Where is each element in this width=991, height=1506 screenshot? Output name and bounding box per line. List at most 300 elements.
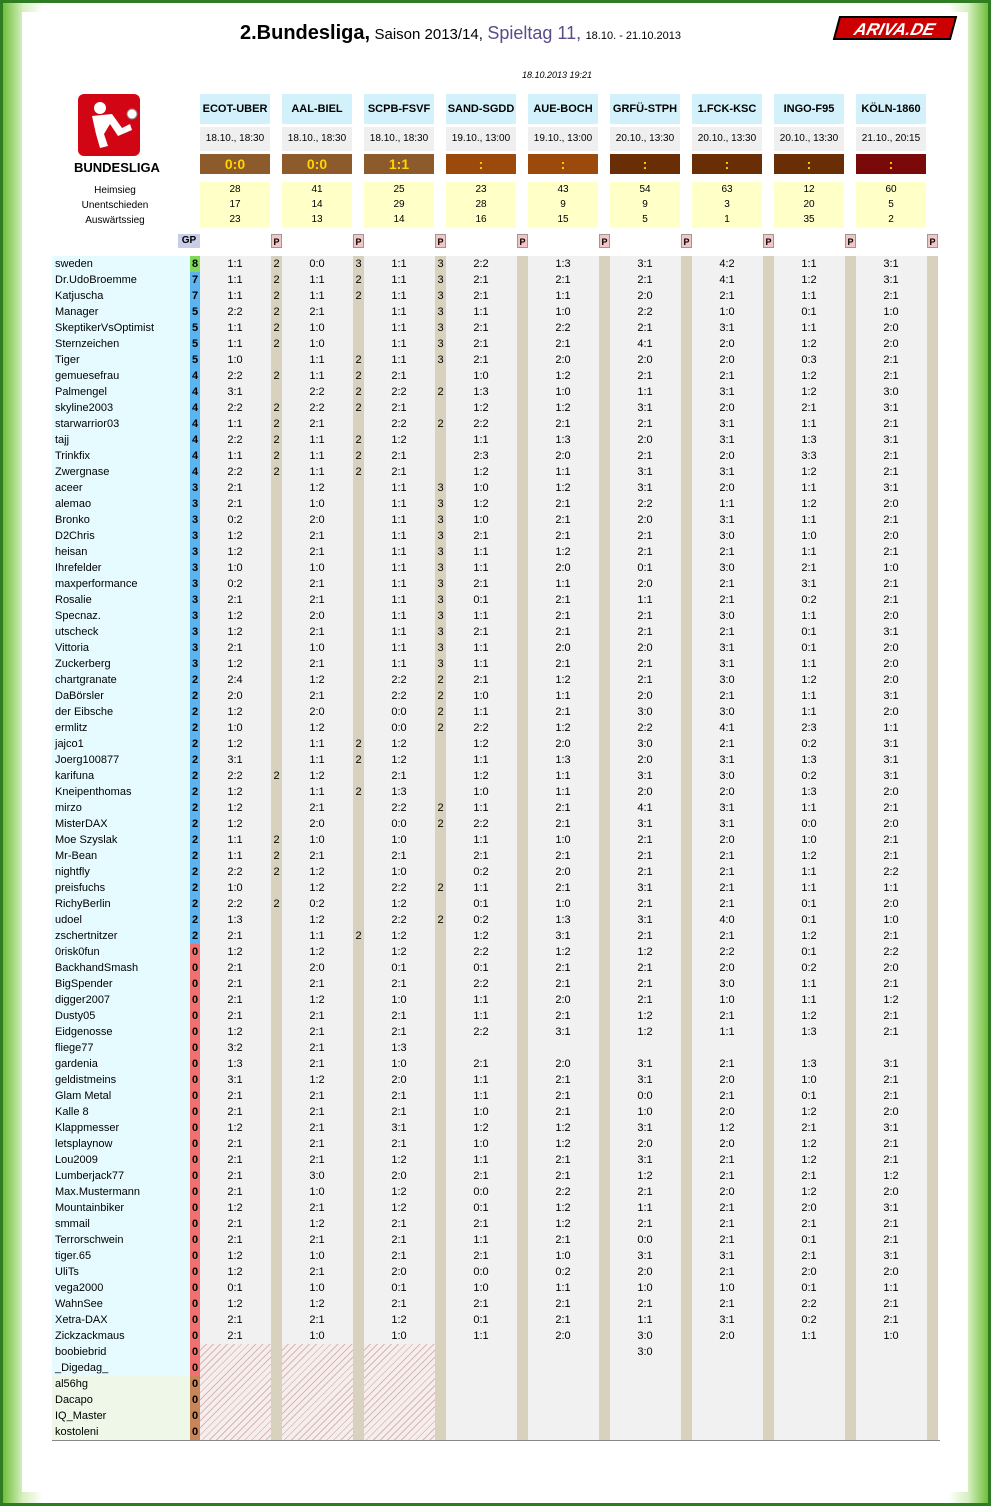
tip-cell: 2:1 <box>227 1218 243 1230</box>
tip-cell <box>364 1376 434 1392</box>
tip-cell: 1:2 <box>227 658 243 670</box>
tip-cell <box>364 1392 434 1408</box>
tip-cell: 1:1 <box>473 610 489 622</box>
table-row <box>200 784 940 800</box>
player-name[interactable]: sweden <box>52 256 192 272</box>
player-name[interactable]: Xetra-DAX <box>52 1312 192 1328</box>
tip-cell: 1:0 <box>309 1330 325 1342</box>
tip-cell: 2:1 <box>637 994 653 1006</box>
match-header[interactable]: INGO-F95 <box>774 94 844 124</box>
tip-cell: 2:0 <box>883 530 899 542</box>
player-name[interactable]: Moe Szyslak <box>52 832 192 848</box>
match-header[interactable]: SCPB-FSVF <box>364 94 434 124</box>
tip-points <box>271 384 282 400</box>
player-name[interactable]: preisfuchs <box>52 880 192 896</box>
tip-cell: 2:0 <box>309 706 325 718</box>
tip-cell: 2:0 <box>883 962 899 974</box>
player-name[interactable]: Lumberjack77 <box>52 1168 192 1184</box>
match-result: : <box>610 154 680 174</box>
table-row <box>200 1072 940 1088</box>
player-name[interactable]: Max.Mustermann <box>52 1184 192 1200</box>
tip-cell: 3:1 <box>719 802 735 814</box>
tip-cell: 0:2 <box>227 514 243 526</box>
tip-cell: 1:2 <box>227 818 243 830</box>
tip-cell: 2:1 <box>555 1010 571 1022</box>
player-name[interactable]: alemao <box>52 496 192 512</box>
player-name[interactable]: Zickzackmaus <box>52 1328 192 1344</box>
tip-points: 2 <box>437 722 444 734</box>
tip-cell: 3:1 <box>883 1202 899 1214</box>
tip-points <box>435 864 446 880</box>
player-name[interactable]: aceer <box>52 480 192 496</box>
tip-cell: 1:1 <box>227 418 243 430</box>
player-name[interactable]: Zwergnase <box>52 464 192 480</box>
stat-value: 1 <box>724 214 730 225</box>
player-name[interactable]: ermlitz <box>52 720 192 736</box>
player-name[interactable]: Mountainbiker <box>52 1200 192 1216</box>
player-name[interactable]: Terrorschwein <box>52 1232 192 1248</box>
player-name[interactable]: Dusty05 <box>52 1008 192 1024</box>
player-name[interactable]: Joerg100877 <box>52 752 192 768</box>
tip-cell: 1:1 <box>555 690 571 702</box>
tip-cell: 2:0 <box>391 1170 407 1182</box>
tip-points <box>271 576 282 592</box>
player-name[interactable]: Eidgenosse <box>52 1024 192 1040</box>
tip-cell: 1:1 <box>473 562 489 574</box>
tip-points: 3 <box>437 274 444 286</box>
player-gp: 0 <box>191 1282 199 1294</box>
table-row <box>200 704 940 720</box>
tip-cell: 3:1 <box>883 754 899 766</box>
player-name[interactable]: utscheck <box>52 624 192 640</box>
tip-cell: 1:0 <box>555 1250 571 1262</box>
match-header[interactable]: KÖLN-1860 <box>856 94 926 124</box>
stat-value: 13 <box>311 214 323 225</box>
match-date: 18.10., 18:30 <box>200 127 270 151</box>
tip-points <box>271 960 282 976</box>
tip-points <box>353 1312 364 1328</box>
player-name[interactable]: Bronko <box>52 512 192 528</box>
tip-points <box>353 1120 364 1136</box>
table-row <box>200 976 940 992</box>
player-name[interactable]: Kalle 8 <box>52 1104 192 1120</box>
tip-cell: 2:1 <box>555 1074 571 1086</box>
tip-cell: 2:0 <box>309 818 325 830</box>
tip-cell: 2:0 <box>719 962 735 974</box>
tip-cell: 1:1 <box>391 338 407 350</box>
player-name[interactable]: smmail <box>52 1216 192 1232</box>
player-gp: 3 <box>191 642 199 654</box>
tip-cell: 1:1 <box>391 546 407 558</box>
tip-cell <box>200 1344 270 1360</box>
tip-cell: 1:1 <box>309 754 325 766</box>
player-gp: 8 <box>191 258 199 270</box>
tip-points <box>271 1104 282 1120</box>
tip-cell: 1:3 <box>555 754 571 766</box>
player-name[interactable]: Katjuscha <box>52 288 192 304</box>
tip-cell: 3:1 <box>637 1154 653 1166</box>
match-header[interactable]: 1.FCK-KSC <box>692 94 762 124</box>
tip-points <box>271 1216 282 1232</box>
tip-cell: 2:1 <box>473 354 489 366</box>
player-name[interactable]: SkeptikerVsOptimist <box>52 320 192 336</box>
player-gp: 7 <box>191 290 199 302</box>
player-name[interactable]: letsplaynow <box>52 1136 192 1152</box>
tip-cell: 1:0 <box>555 834 571 846</box>
match-header[interactable]: AAL-BIEL <box>282 94 352 124</box>
match-date: 18.10., 18:30 <box>282 127 352 151</box>
tip-cell: 1:0 <box>309 1186 325 1198</box>
tip-points <box>271 928 282 944</box>
tip-cell: 2:1 <box>883 466 899 478</box>
player-name[interactable]: Trinkfix <box>52 448 192 464</box>
tip-points: 2 <box>273 338 280 350</box>
tip-cell: 1:1 <box>473 642 489 654</box>
table-row <box>200 448 940 464</box>
player-name[interactable]: jajco1 <box>52 736 192 752</box>
tip-cell: 1:3 <box>801 786 817 798</box>
tip-cell: 3:0 <box>883 386 899 398</box>
match-header[interactable]: AUE-BOCH <box>528 94 598 124</box>
player-name[interactable]: Manager <box>52 304 192 320</box>
player-name[interactable]: 0risk0fun <box>52 944 192 960</box>
player-name[interactable]: Rosalie <box>52 592 192 608</box>
player-name[interactable]: skyline2003 <box>52 400 192 416</box>
tip-cell: 2:1 <box>637 450 653 462</box>
player-name[interactable]: Kneipenthomas <box>52 784 192 800</box>
tip-points <box>353 1424 364 1440</box>
tip-cell <box>200 1424 270 1440</box>
player-name[interactable]: Sternzeichen <box>52 336 192 352</box>
tip-cell: 2:1 <box>473 626 489 638</box>
player-name[interactable]: MisterDAX <box>52 816 192 832</box>
tip-cell: 2:1 <box>637 978 653 990</box>
tip-points: 3 <box>437 626 444 638</box>
stat-value: 25 <box>393 184 405 195</box>
player-name[interactable]: Mr-Bean <box>52 848 192 864</box>
match-header[interactable]: GRFÜ-STPH <box>610 94 680 124</box>
tip-points <box>353 832 364 848</box>
tip-points: 2 <box>355 290 362 302</box>
tip-cell: 3:1 <box>719 1314 735 1326</box>
page-title <box>240 22 681 45</box>
tip-points <box>353 1056 364 1072</box>
player-gp: 7 <box>191 274 199 286</box>
tip-cell: 1:2 <box>555 482 571 494</box>
tip-points: 3 <box>437 354 444 366</box>
player-name[interactable]: Lou2009 <box>52 1152 192 1168</box>
player-name[interactable]: Dacapo <box>52 1392 192 1408</box>
player-name[interactable]: maxperformance <box>52 576 192 592</box>
player-name[interactable]: DaBörsler <box>52 688 192 704</box>
match-date: 18.10., 18:30 <box>364 127 434 151</box>
player-name[interactable]: _Digedag_ <box>52 1360 192 1376</box>
tip-points <box>271 1056 282 1072</box>
tip-points <box>271 1040 282 1056</box>
tip-cell: 2:0 <box>637 354 653 366</box>
tip-cell: 1:1 <box>473 1154 489 1166</box>
tip-cell: 4:2 <box>719 258 735 270</box>
tip-points <box>271 1072 282 1088</box>
tip-cell: 2:1 <box>227 1170 243 1182</box>
tip-cell: 1:1 <box>473 546 489 558</box>
player-name[interactable]: zschertnitzer <box>52 928 192 944</box>
player-name[interactable]: Vittoria <box>52 640 192 656</box>
tip-cell: 1:1 <box>473 1330 489 1342</box>
tip-cell: 2:1 <box>309 546 325 558</box>
tip-cell: 2:1 <box>555 514 571 526</box>
tip-points <box>271 1264 282 1280</box>
tip-points <box>353 1216 364 1232</box>
tip-cell: 1:0 <box>309 498 325 510</box>
tip-cell: 2:1 <box>473 1058 489 1070</box>
player-name[interactable]: karifuna <box>52 768 192 784</box>
player-name[interactable]: vega2000 <box>52 1280 192 1296</box>
player-name[interactable]: der Eibsche <box>52 704 192 720</box>
tip-cell <box>528 1376 598 1392</box>
tip-cell: 1:2 <box>227 1122 243 1134</box>
tip-cell: 2:0 <box>883 786 899 798</box>
tip-points <box>271 672 282 688</box>
player-name[interactable]: BigSpender <box>52 976 192 992</box>
tip-cell: 2:0 <box>719 786 735 798</box>
tip-cell <box>364 1360 434 1376</box>
tip-cell: 1:0 <box>473 1106 489 1118</box>
player-name[interactable]: udoel <box>52 912 192 928</box>
player-gp: 0 <box>191 1346 199 1358</box>
tip-cell: 2:1 <box>719 882 735 894</box>
tip-points: 2 <box>355 738 362 750</box>
tip-cell: 1:2 <box>801 386 817 398</box>
tip-cell: 1:2 <box>555 722 571 734</box>
tip-cell: 1:2 <box>555 1202 571 1214</box>
tip-cell: 1:1 <box>801 610 817 622</box>
season-label: Saison 2013/14, <box>374 26 483 43</box>
tip-cell <box>200 1392 270 1408</box>
player-name[interactable]: kostoleni <box>52 1424 192 1440</box>
tip-cell <box>282 1408 352 1424</box>
player-name[interactable]: chartgranate <box>52 672 192 688</box>
player-name[interactable]: UliTs <box>52 1264 192 1280</box>
player-gp: 0 <box>191 1202 199 1214</box>
tip-points <box>271 880 282 896</box>
table-row <box>200 880 940 896</box>
tip-cell: 2:1 <box>801 1170 817 1182</box>
tip-points: 2 <box>273 402 280 414</box>
player-name[interactable]: BackhandSmash <box>52 960 192 976</box>
tip-cell: 1:2 <box>637 1026 653 1038</box>
table-row <box>200 800 940 816</box>
tip-cell: 1:1 <box>473 1090 489 1102</box>
tip-cell: 2:1 <box>719 850 735 862</box>
tip-cell: 2:1 <box>883 370 899 382</box>
tip-cell: 1:1 <box>391 290 407 302</box>
tip-cell: 2:1 <box>309 626 325 638</box>
tip-points <box>435 1104 446 1120</box>
tip-cell: 2:1 <box>473 274 489 286</box>
tip-cell: 1:1 <box>391 306 407 318</box>
stat-label-draw: Unentschieden <box>81 200 149 211</box>
tip-points <box>353 1264 364 1280</box>
tip-cell: 1:2 <box>801 274 817 286</box>
table-row <box>200 640 940 656</box>
tip-cell: 1:2 <box>391 930 407 942</box>
table-row <box>200 432 940 448</box>
tip-cell: 1:1 <box>473 1074 489 1086</box>
tip-cell: 2:0 <box>883 1106 899 1118</box>
tip-cell: 1:1 <box>637 1202 653 1214</box>
player-name[interactable]: starwarrior03 <box>52 416 192 432</box>
tip-points <box>353 1040 364 1056</box>
player-name[interactable]: fliege77 <box>52 1040 192 1056</box>
tip-cell: 2:1 <box>637 274 653 286</box>
tip-cell: 2:1 <box>883 1026 899 1038</box>
table-row <box>200 1280 940 1296</box>
match-header[interactable]: ECOT-UBER <box>200 94 270 124</box>
tip-cell <box>610 1376 680 1392</box>
tip-cell: 3:1 <box>719 386 735 398</box>
stat-value: 5 <box>642 214 648 225</box>
tip-cell: 2:0 <box>719 450 735 462</box>
player-gp: 3 <box>191 498 199 510</box>
tip-points <box>353 1280 364 1296</box>
tip-points <box>271 1008 282 1024</box>
tip-cell: 1:1 <box>801 258 817 270</box>
tip-cell: 1:2 <box>309 946 325 958</box>
tip-points <box>435 448 446 464</box>
tip-cell: 1:1 <box>473 306 489 318</box>
tip-cell: 1:0 <box>391 994 407 1006</box>
tip-cell: 1:0 <box>719 994 735 1006</box>
tip-cell: 2:1 <box>473 290 489 302</box>
tip-cell: 1:2 <box>801 1154 817 1166</box>
tip-cell: 2:1 <box>801 1218 817 1230</box>
player-name[interactable]: Klappmesser <box>52 1120 192 1136</box>
tip-cell: 1:1 <box>801 978 817 990</box>
tip-points: 3 <box>437 290 444 302</box>
tip-cell <box>446 1344 516 1360</box>
table-row <box>200 1040 940 1056</box>
player-name[interactable]: Zuckerberg <box>52 656 192 672</box>
tip-cell: 1:2 <box>227 1202 243 1214</box>
player-name[interactable]: geldistmeins <box>52 1072 192 1088</box>
player-name[interactable]: nightfly <box>52 864 192 880</box>
tip-points <box>435 1056 446 1072</box>
player-name[interactable]: WahnSee <box>52 1296 192 1312</box>
tip-cell: 3:0 <box>719 978 735 990</box>
tip-cell: 1:1 <box>391 354 407 366</box>
player-gp: 0 <box>191 1298 199 1310</box>
tip-cell: 0:1 <box>801 642 817 654</box>
tip-cell: 1:3 <box>801 1058 817 1070</box>
tip-points: 2 <box>273 898 280 910</box>
player-name[interactable]: gemuesefrau <box>52 368 192 384</box>
tip-points <box>271 528 282 544</box>
tip-cell: 2:0 <box>883 898 899 910</box>
tip-cell: 1:2 <box>637 1010 653 1022</box>
tip-cell: 1:1 <box>555 290 571 302</box>
tip-points <box>435 368 446 384</box>
stat-value: 17 <box>229 199 241 210</box>
player-name[interactable]: RichyBerlin <box>52 896 192 912</box>
tip-cell: 0:1 <box>801 1282 817 1294</box>
player-name[interactable]: tiger.65 <box>52 1248 192 1264</box>
tip-points <box>435 432 446 448</box>
player-name[interactable]: gardenia <box>52 1056 192 1072</box>
player-name[interactable]: Ihrefelder <box>52 560 192 576</box>
match-result: 0:0 <box>200 154 270 174</box>
tip-cell: 1:1 <box>391 482 407 494</box>
tip-cell: 1:1 <box>227 322 243 334</box>
player-name[interactable]: heisan <box>52 544 192 560</box>
table-row <box>200 272 940 288</box>
player-name[interactable]: digger2007 <box>52 992 192 1008</box>
tip-points <box>271 1136 282 1152</box>
player-gp: 5 <box>191 354 199 366</box>
player-name[interactable]: Tiger <box>52 352 192 368</box>
tip-cell <box>282 1360 352 1376</box>
stat-value: 23 <box>475 184 487 195</box>
player-name[interactable]: Specnaz. <box>52 608 192 624</box>
tip-cell: 2:2 <box>309 402 325 414</box>
tip-points <box>271 544 282 560</box>
tip-cell: 2:1 <box>555 530 571 542</box>
player-gp: 0 <box>191 1266 199 1278</box>
stat-value: 60 <box>885 184 897 195</box>
player-name[interactable]: Palmengel <box>52 384 192 400</box>
tip-cell: 3:1 <box>391 1122 407 1134</box>
tip-cell: 1:3 <box>801 434 817 446</box>
table-row <box>200 1328 940 1344</box>
tip-cell: 2:2 <box>883 946 899 958</box>
table-row <box>200 1248 940 1264</box>
tip-cell: 2:0 <box>883 642 899 654</box>
player-name[interactable]: IQ_Master <box>52 1408 192 1424</box>
tip-points: 2 <box>273 258 280 270</box>
tip-points: 2 <box>437 674 444 686</box>
tip-cell: 1:2 <box>227 546 243 558</box>
player-gp: 0 <box>191 1138 199 1150</box>
tip-cell: 1:1 <box>883 1282 899 1294</box>
player-name[interactable]: mirzo <box>52 800 192 816</box>
player-name[interactable]: Dr.UdoBroemme <box>52 272 192 288</box>
player-name[interactable]: D2Chris <box>52 528 192 544</box>
table-row <box>200 336 940 352</box>
player-name[interactable]: Glam Metal <box>52 1088 192 1104</box>
match-header[interactable]: SAND-SGDD <box>446 94 516 124</box>
stat-value: 20 <box>803 199 815 210</box>
player-name[interactable]: al56hg <box>52 1376 192 1392</box>
tip-points <box>353 1248 364 1264</box>
tip-cell: 0:1 <box>801 898 817 910</box>
tip-cell: 1:3 <box>227 1058 243 1070</box>
tip-cell: 1:1 <box>227 274 243 286</box>
tip-points: 3 <box>437 258 444 270</box>
tip-cell: 2:2 <box>473 722 489 734</box>
tip-points: 2 <box>273 770 280 782</box>
tip-points <box>353 896 364 912</box>
table-row <box>200 688 940 704</box>
tip-cell: 2:0 <box>227 690 243 702</box>
table-row <box>200 1136 940 1152</box>
player-name[interactable]: tajj <box>52 432 192 448</box>
tip-points <box>435 832 446 848</box>
table-row <box>200 832 940 848</box>
table-row <box>200 560 940 576</box>
tip-points <box>271 688 282 704</box>
player-name[interactable]: boobiebrid <box>52 1344 192 1360</box>
tip-cell: 1:3 <box>555 258 571 270</box>
